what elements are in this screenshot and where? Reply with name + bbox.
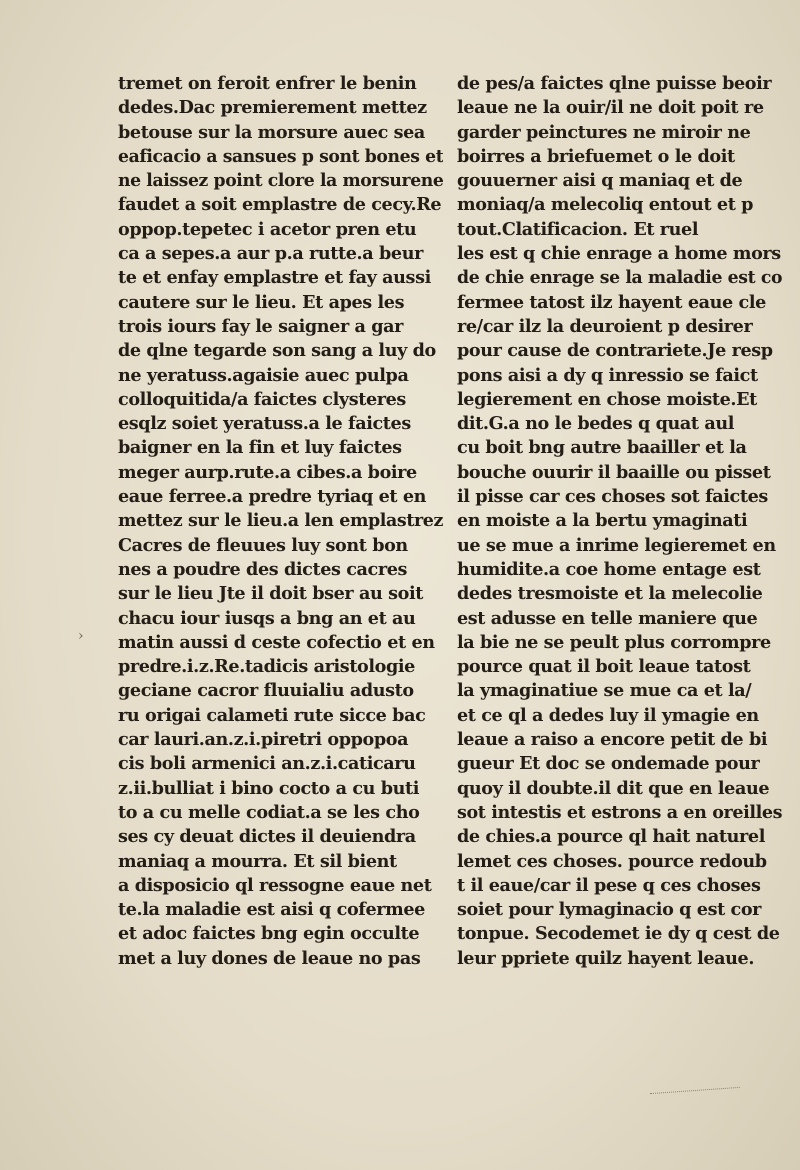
text-line: pons aisi a dy q inressio se faict xyxy=(457,364,758,386)
text-line: lemet ces choses. pource redoub xyxy=(457,850,767,872)
ink-smudge xyxy=(650,1087,740,1097)
text-line: leaue ne la ouir/il ne doit poit re xyxy=(457,97,764,119)
text-line: nes a poudre des dictes cacres xyxy=(118,558,408,580)
text-line: tonpue. Secodemet ie dy q cest de xyxy=(457,923,780,945)
text-line: sot intestis et estrons a en oreilles xyxy=(457,801,783,823)
text-line: eaficacio a sansues p sont bones et xyxy=(118,145,444,167)
right-column xyxy=(457,72,782,971)
text-line: la ymaginatiue se mue ca et la/ xyxy=(457,680,752,702)
text-line: cautere sur le lieu. Et apes les xyxy=(118,291,405,313)
text-line: ne yeratuss.agaisie auec pulpa xyxy=(118,364,409,386)
text-line: cis boli armenici an.z.i.caticaru xyxy=(118,753,416,775)
text-line: Cacres de fleuues luy sont bon xyxy=(118,534,408,556)
text-line: dit.G.a no le bedes q quat aul xyxy=(457,413,735,435)
text-line: ca a sepes.a aur p.a rutte.a beur xyxy=(118,243,423,265)
text-line: t il eaue/car il pese q ces choses xyxy=(457,874,761,896)
text-line: ru origai calameti rute sicce bac xyxy=(118,704,426,726)
text-line: matin aussi d ceste cofectio et en xyxy=(118,631,435,653)
text-line: dedes tresmoiste et la melecolie xyxy=(457,583,763,605)
text-line: tout.Clatificacion. Et ruel xyxy=(457,218,699,240)
text-line: la bie ne se peult plus corrompre xyxy=(457,631,771,653)
text-line: ue se mue a inrime legieremet en xyxy=(457,534,776,556)
text-line: meger aurp.rute.a cibes.a boire xyxy=(118,461,417,483)
text-line: betouse sur la morsure auec sea xyxy=(118,121,425,143)
text-line: garder peinctures ne miroir ne xyxy=(457,121,751,143)
text-line: les est q chie enrage a home mors xyxy=(457,243,781,265)
text-line: quoy il doubte.il dit que en leaue xyxy=(457,777,770,799)
text-line: est adusse en telle maniere que xyxy=(457,607,758,629)
text-line: to a cu melle codiat.a se les cho xyxy=(118,801,420,823)
text-line: pour cause de contrariete.Je resp xyxy=(457,340,773,362)
text-line: et ce ql a dedes luy il ymagie en xyxy=(457,704,759,726)
text-line: z.ii.bulliat i bino cocto a cu buti xyxy=(118,777,420,799)
text-line: de pes/a faictes qlne puisse beoir xyxy=(457,73,772,94)
text-line: il pisse car ces choses sot faictes xyxy=(457,486,768,508)
text-line: boirres a briefuemet o le doit xyxy=(457,145,735,167)
text-line: ne laissez point clore la morsurene xyxy=(118,170,444,192)
text-line: de qlne tegarde son sang a luy do xyxy=(118,340,436,362)
text-line: tremet on feroit enfrer le benin xyxy=(118,73,417,94)
text-line: mettez sur le lieu.a len emplastrez xyxy=(118,510,444,532)
text-line: met a luy dones de leaue no pas xyxy=(118,947,421,969)
text-line: ses cy deuat dictes il deuiendra xyxy=(118,826,416,848)
text-line: moniaq/a melecoliq entout et p xyxy=(457,194,754,216)
text-line: a disposicio ql ressogne eaue net xyxy=(118,874,432,896)
text-line: colloquitida/a faictes clysteres xyxy=(118,388,406,410)
text-line: chacu iour iusqs a bng an et au xyxy=(118,607,416,629)
text-line: de chies.a pource ql hait naturel xyxy=(457,826,765,848)
text-line: esqlz soiet yeratuss.a le faictes xyxy=(118,413,411,435)
text-line: oppop.tepetec i acetor pren etu xyxy=(118,218,417,240)
text-line: te.la maladie est aisi q cofermee xyxy=(118,899,425,921)
text-line: maniaq a mourra. Et sil bient xyxy=(118,850,397,872)
text-line: car lauri.an.z.i.piretri oppopoa xyxy=(118,729,409,751)
text-line: cu boit bng autre baailler et la xyxy=(457,437,747,459)
text-line: humidite.a coe home entage est xyxy=(457,558,761,580)
text-line: en moiste a la bertu ymaginati xyxy=(457,510,748,532)
text-line: faudet a soit emplastre de cecy.Re xyxy=(118,194,442,216)
text-line: trois iours fay le saigner a gar xyxy=(118,315,404,337)
text-line: predre.i.z.Re.tadicis aristologie xyxy=(118,656,415,678)
text-line: gueur Et doc se ondemade pour xyxy=(457,753,760,775)
text-line: dedes.Dac premierement mettez xyxy=(118,97,427,119)
text-line: pource quat il boit leaue tatost xyxy=(457,656,751,678)
text-line: de chie enrage se la maladie est co xyxy=(457,267,783,289)
text-line: eaue ferree.a predre tyriaq et en xyxy=(118,486,427,508)
text-line: fermee tatost ilz hayent eaue cle xyxy=(457,291,766,313)
margin-mark: › xyxy=(78,628,84,644)
text-line: geciane cacror fluuialiu adusto xyxy=(118,680,414,702)
text-line: te et enfay emplastre et fay aussi xyxy=(118,267,431,289)
text-line: sur le lieu Jte il doit bser au soit xyxy=(118,583,423,605)
text-line: re/car ilz la deuroient p desirer xyxy=(457,315,753,337)
text-line: bouche ouurir il baaille ou pisset xyxy=(457,461,771,483)
text-line: legierement en chose moiste.Et xyxy=(457,388,757,410)
left-column xyxy=(118,72,443,971)
text-line: baigner en la fin et luy faictes xyxy=(118,437,402,459)
text-line: soiet pour lymaginacio q est cor xyxy=(457,899,762,921)
text-line: leur ppriete quilz hayent leaue. xyxy=(457,947,755,969)
text-line: gouuerner aisi q maniaq et de xyxy=(457,170,743,192)
text-line: leaue a raiso a encore petit de bi xyxy=(457,729,768,751)
text-line: et adoc faictes bng egin occulte xyxy=(118,923,420,945)
